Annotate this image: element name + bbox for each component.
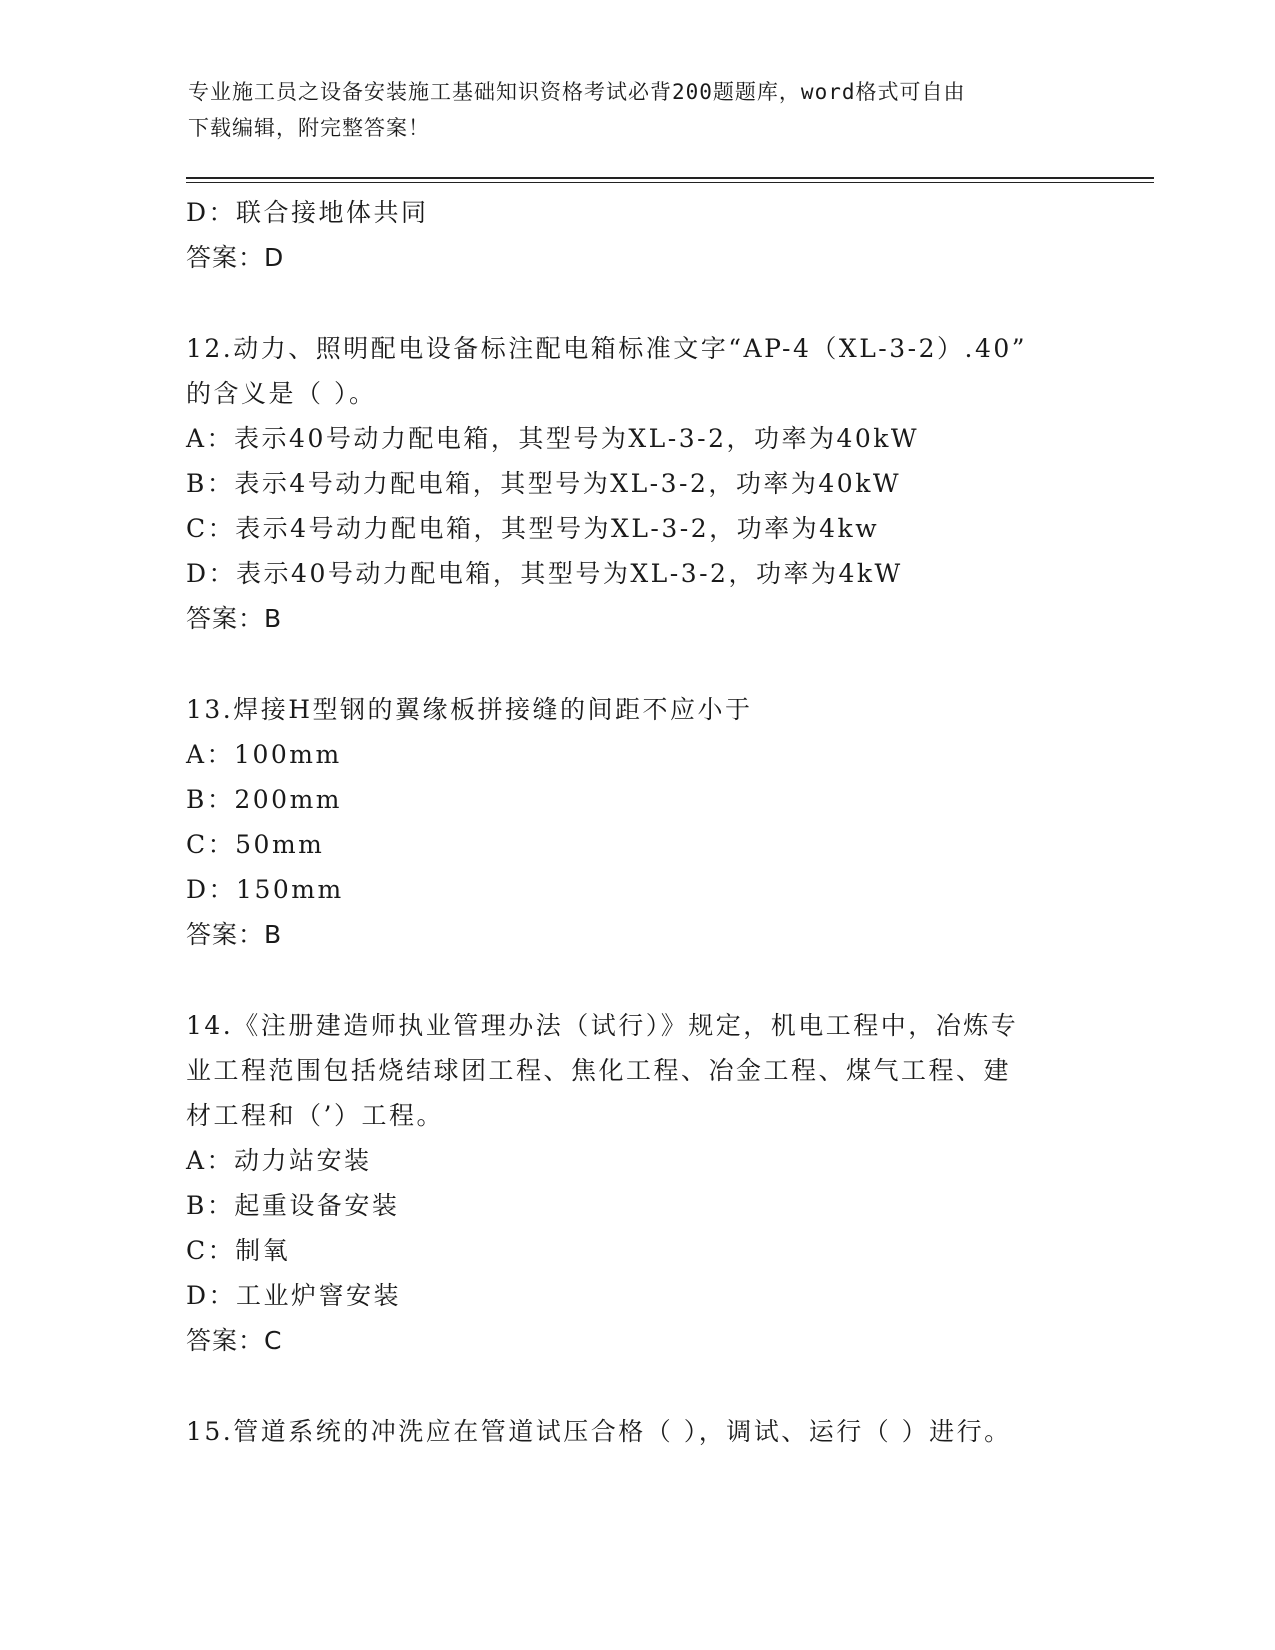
option-a: A：动力站安装 bbox=[186, 1146, 372, 1175]
header-divider-thick bbox=[186, 177, 1154, 179]
option-d: D：150mm bbox=[186, 875, 344, 904]
option-a: A：100mm bbox=[186, 740, 342, 769]
header-line-1: 专业施工员之设备安装施工基础知识资格考试必背200题题库，word格式可自由 bbox=[188, 80, 966, 104]
option-d: D：表示40号动力配电箱，其型号为XL-3-2，功率为4kW bbox=[186, 559, 903, 588]
question-block-12 bbox=[186, 326, 1086, 641]
answer-line: 答案：C bbox=[186, 1326, 283, 1355]
option-a: A：表示40号动力配电箱，其型号为XL-3-2，功率为40kW bbox=[186, 424, 920, 453]
option-d: D：工业炉窨安装 bbox=[186, 1281, 402, 1310]
question-block-11-tail bbox=[186, 190, 1086, 280]
option-c: C：制氧 bbox=[186, 1236, 291, 1265]
question-text: 业工程范围包括烧结球团工程、焦化工程、冶金工程、煤气工程、建 bbox=[186, 1056, 1012, 1085]
answer-line: 答案：B bbox=[186, 604, 283, 633]
question-list bbox=[186, 190, 1086, 1454]
option-b: B：起重设备安装 bbox=[186, 1191, 400, 1220]
option-d: D：联合接地体共同 bbox=[186, 198, 429, 227]
question-text: 14.《注册建造师执业管理办法（试行）》规定，机电工程中，冶炼专 bbox=[186, 1011, 1019, 1040]
question-text: 15.管道系统的冲洗应在管道试压合格（ ），调试、运行（ ）进行。 bbox=[186, 1417, 1012, 1446]
question-block-13 bbox=[186, 687, 1086, 957]
option-b: B：表示4号动力配电箱，其型号为XL-3-2，功率为40kW bbox=[186, 469, 902, 498]
question-text: 13.焊接H型钢的翼缘板拼接缝的间距不应小于 bbox=[186, 695, 753, 724]
header-divider-thin bbox=[186, 182, 1154, 183]
answer-line: 答案：D bbox=[186, 243, 285, 272]
question-text: 12.动力、照明配电设备标注配电箱标准文字“AP-4（XL-3-2）.40” bbox=[186, 334, 1028, 363]
answer-line: 答案：B bbox=[186, 920, 283, 949]
option-b: B：200mm bbox=[186, 785, 343, 814]
question-text: 的含义是（ ）。 bbox=[186, 379, 377, 408]
question-text: 材工程和（’）工程。 bbox=[186, 1101, 444, 1130]
document-header bbox=[188, 74, 1068, 146]
option-c: C：表示4号动力配电箱，其型号为XL-3-2，功率为4kw bbox=[186, 514, 880, 543]
option-c: C：50mm bbox=[186, 830, 325, 859]
header-line-2: 下载编辑，附完整答案！ bbox=[188, 116, 430, 140]
question-block-15 bbox=[186, 1409, 1086, 1454]
question-block-14 bbox=[186, 1003, 1086, 1363]
